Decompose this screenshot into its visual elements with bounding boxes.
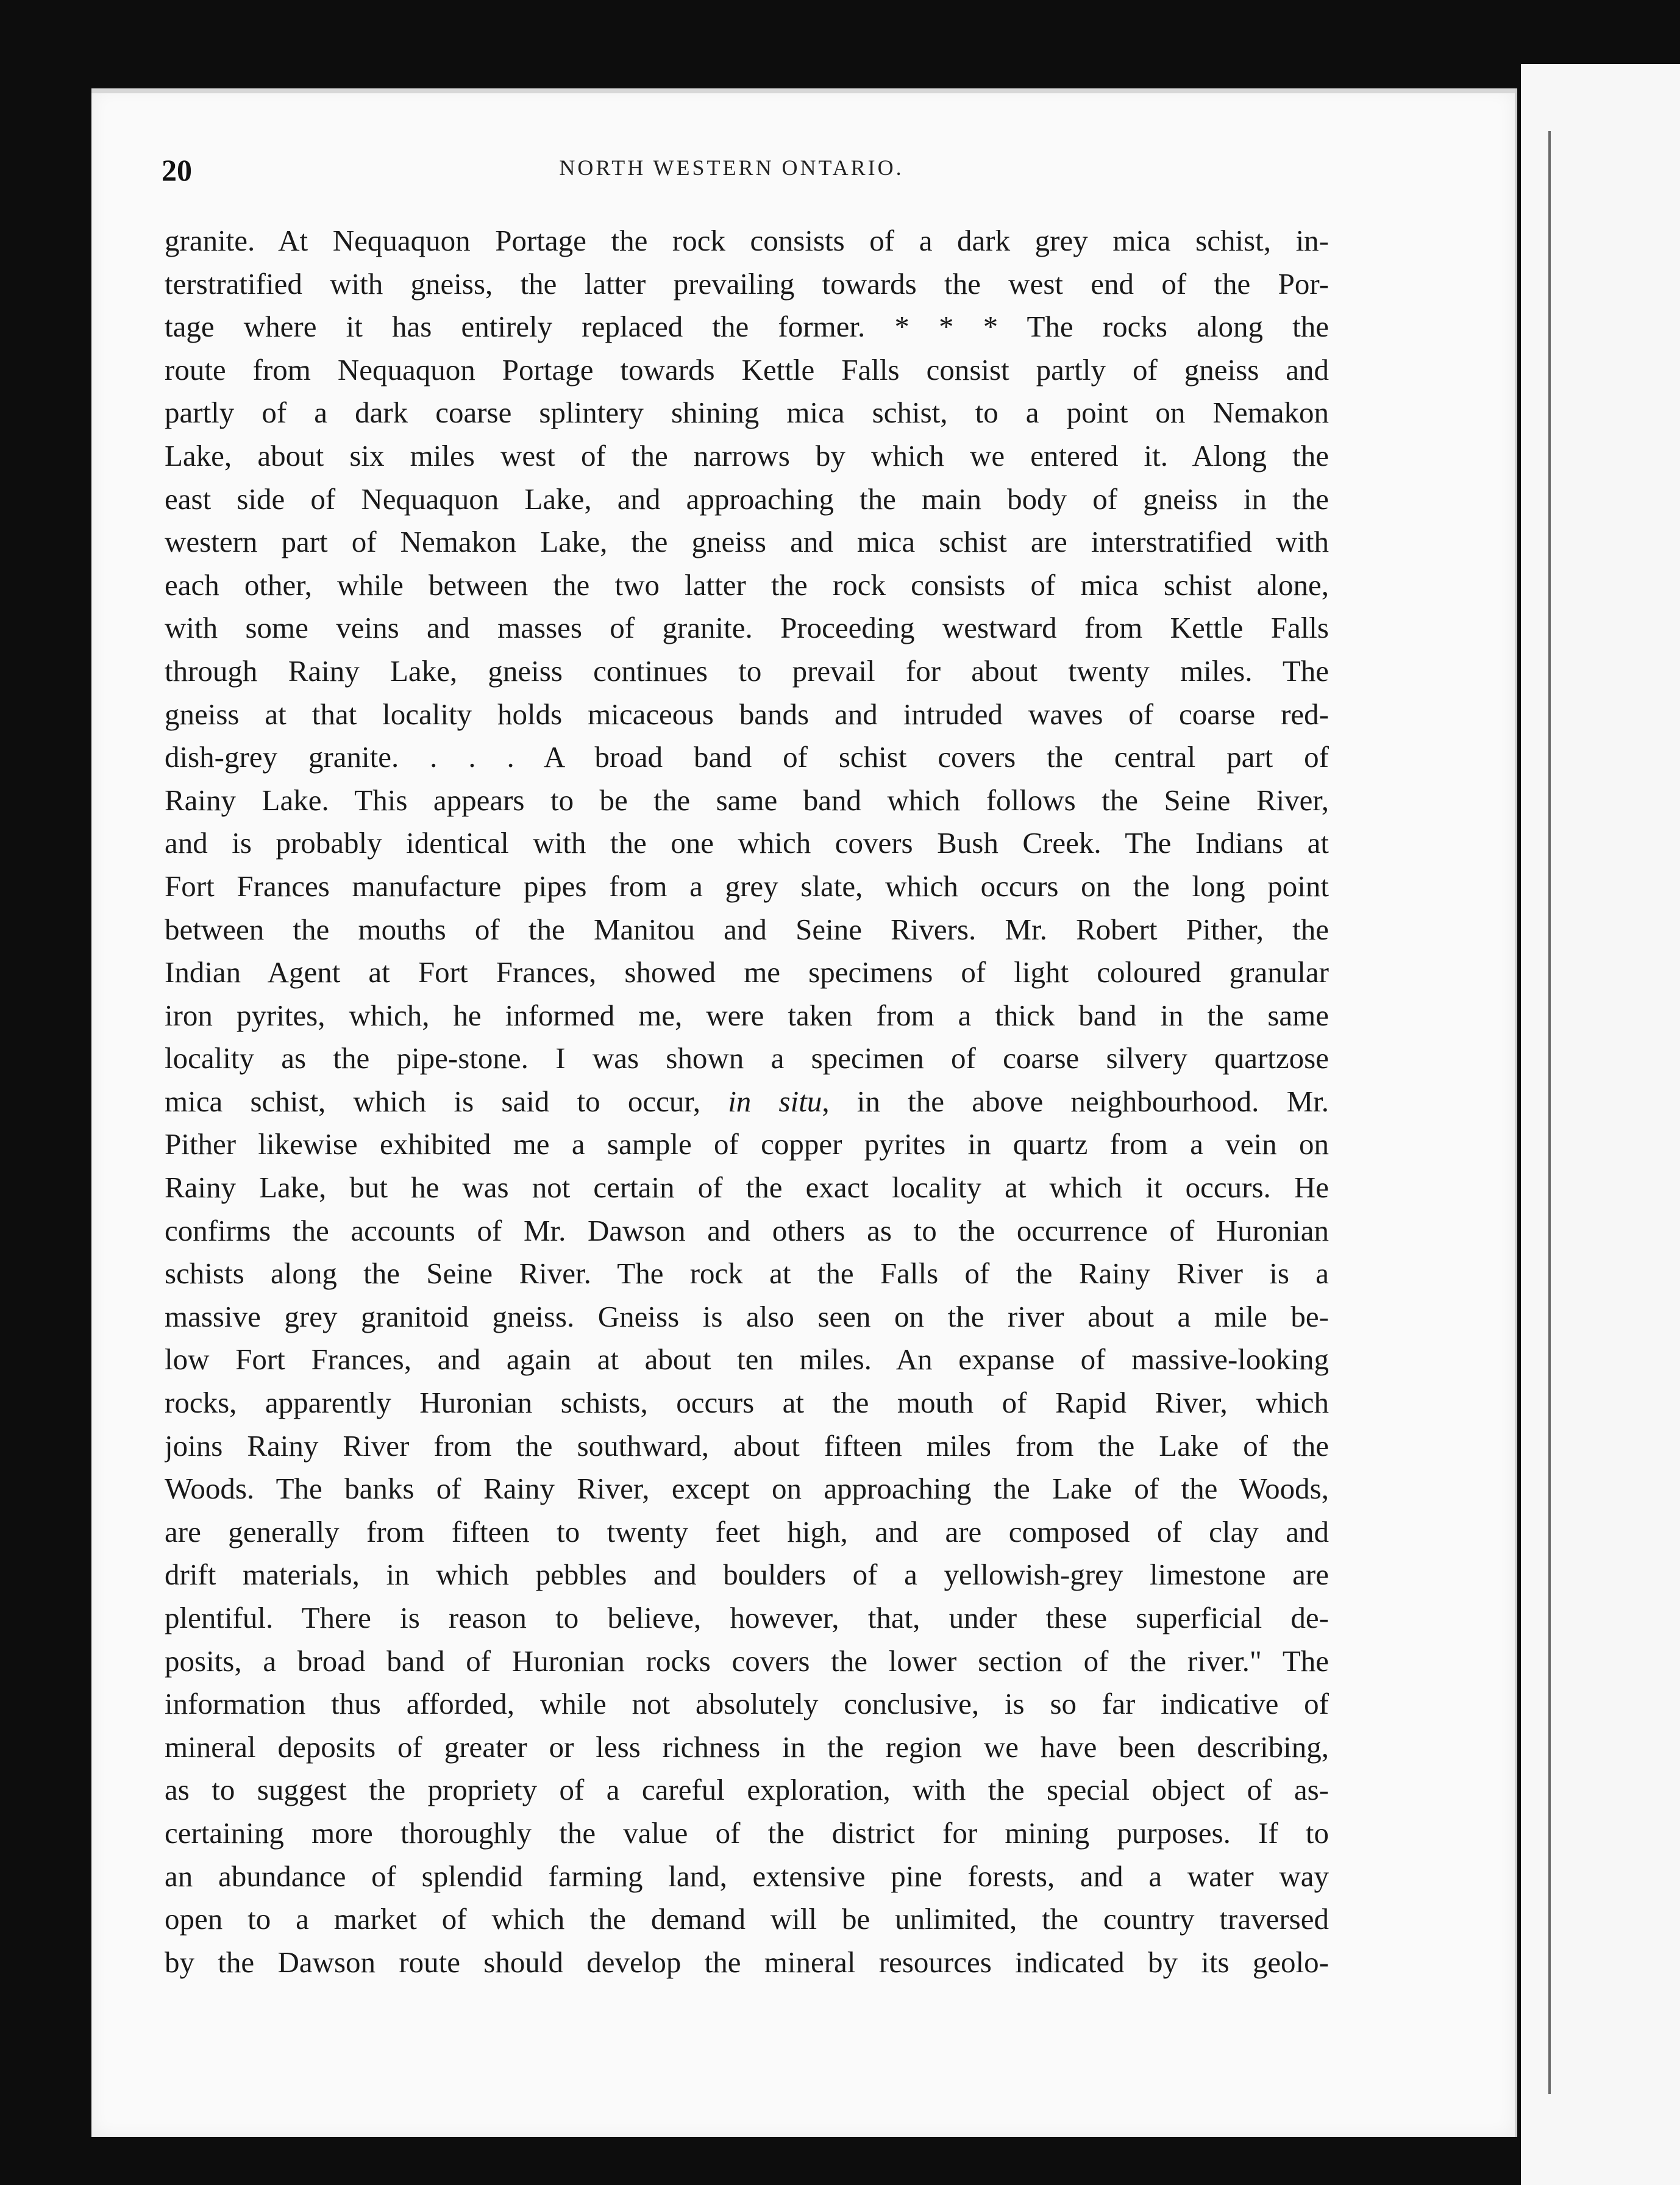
text-line: by the Dawson route should develop the mineral resources indicated by its geolo-: [165, 1945, 1329, 1979]
text-line: dish-grey granite. . . . A broad band of schist covers the central part of: [165, 740, 1329, 774]
text-line: through Rainy Lake, gneiss continues to prevail for about twenty miles. The: [165, 654, 1329, 688]
text-line: certaining more thoroughly the value of the district for mining purposes. If to: [165, 1816, 1329, 1850]
text-line: Rainy Lake. This appears to be the same band which follows the Seine River,: [165, 783, 1329, 817]
page-number: 20: [162, 153, 192, 187]
text-line: gneiss at that locality holds micaceous bands and intruded waves of coarse red-: [165, 697, 1329, 731]
text-line: are generally from fifteen to twenty feet high, and are composed of clay and: [165, 1514, 1329, 1549]
text-line: Indian Agent at Fort Frances, showed me specimens of light coloured granular: [165, 955, 1329, 989]
text-line: Woods. The banks of Rainy River, except on approaching the Lake of the Woods,: [165, 1472, 1329, 1506]
text-line: low Fort Frances, and again at about ten miles. An expanse of massive-looking: [165, 1342, 1329, 1377]
text-line: mineral deposits of greater or less richness in the region we have been describing,: [165, 1730, 1329, 1764]
text-line: mica schist, which is said to occur, in situ, in the above neighbourhood. Mr.: [165, 1084, 1329, 1118]
text-line: open to a market of which the demand will be unlimited, the country traversed: [165, 1902, 1329, 1936]
text-line: rocks, apparently Huronian schists, occurs at the mouth of Rapid River, which: [165, 1386, 1329, 1420]
text-line: each other, while between the two latter the rock consists of mica schist alone,: [165, 568, 1329, 602]
text-line: an abundance of splendid farming land, extensive pine forests, and a water way: [165, 1859, 1329, 1893]
text-line: posits, a broad band of Huronian rocks covers the lower section of the river." The: [165, 1644, 1329, 1678]
text-line: east side of Nequaquon Lake, and approaching the main body of gneiss in the: [165, 482, 1329, 516]
text-line: joins Rainy River from the southward, about fifteen miles from the Lake of the: [165, 1428, 1329, 1463]
text-line: iron pyrites, which, he informed me, were taken from a thick band in the same: [165, 998, 1329, 1032]
text-line: massive grey granitoid gneiss. Gneiss is also seen on the river about a mile be-: [165, 1299, 1329, 1333]
running-head: NORTH WESTERN ONTARIO.: [559, 155, 904, 180]
next-page-edge: [1521, 64, 1680, 2185]
text-line: partly of a dark coarse splintery shining mica schist, to a point on Nemakon: [165, 396, 1329, 430]
text-line: Pither likewise exhibited me a sample of copper pyrites in quartz from a vein on: [165, 1127, 1329, 1161]
text-line: plentiful. There is reason to believe, however, that, under these superficial de-: [165, 1601, 1329, 1634]
text-line: western part of Nemakon Lake, the gneiss and mica schist are interstratified with: [165, 525, 1329, 559]
text-line: tage where it has entirely replaced the former. * * * The rocks along the: [165, 310, 1329, 344]
italic-text: in situ: [728, 1084, 822, 1118]
text-line: granite. At Nequaquon Portage the rock consists of a dark grey mica schist, in-: [165, 224, 1329, 257]
text-line: route from Nequaquon Portage towards Kettle Falls consist partly of gneiss and: [165, 352, 1329, 387]
page-fold-line: [1548, 131, 1551, 2094]
text-line: locality as the pipe-stone. I was shown a specimen of coarse silvery quartzose: [165, 1041, 1329, 1075]
text-line: confirms the accounts of Mr. Dawson and others as to the occurrence of Huronian: [165, 1213, 1329, 1247]
text-line: information thus afforded, while not absolutely conclusive, is so far indicative of: [165, 1687, 1329, 1721]
text-line: Lake, about six miles west of the narrows by which we entered it. Along the: [165, 438, 1329, 472]
body-text: [165, 219, 1329, 1984]
text-line: schists along the Seine River. The rock at the Falls of the Rainy River is a: [165, 1256, 1329, 1291]
page-top-edge: [91, 88, 1515, 93]
text-line: between the mouths of the Manitou and Seine Rivers. Mr. Robert Pither, the: [165, 912, 1329, 946]
text-line: Fort Frances manufacture pipes from a grey slate, which occurs on the long point: [165, 869, 1329, 903]
text-line: drift materials, in which pebbles and boulders of a yellowish-grey limestone are: [165, 1558, 1329, 1592]
text-line: as to suggest the propriety of a careful exploration, with the special object of as-: [165, 1773, 1329, 1807]
text-line: with some veins and masses of granite. Proceeding westward from Kettle Falls: [165, 611, 1329, 645]
text-line: and is probably identical with the one which covers Bush Creek. The Indians at: [165, 826, 1329, 860]
text-line: Rainy Lake, but he was not certain of the exact locality at which it occurs. He: [165, 1171, 1329, 1205]
text-line: terstratified with gneiss, the latter prevailing towards the west end of the Por-: [165, 266, 1329, 301]
